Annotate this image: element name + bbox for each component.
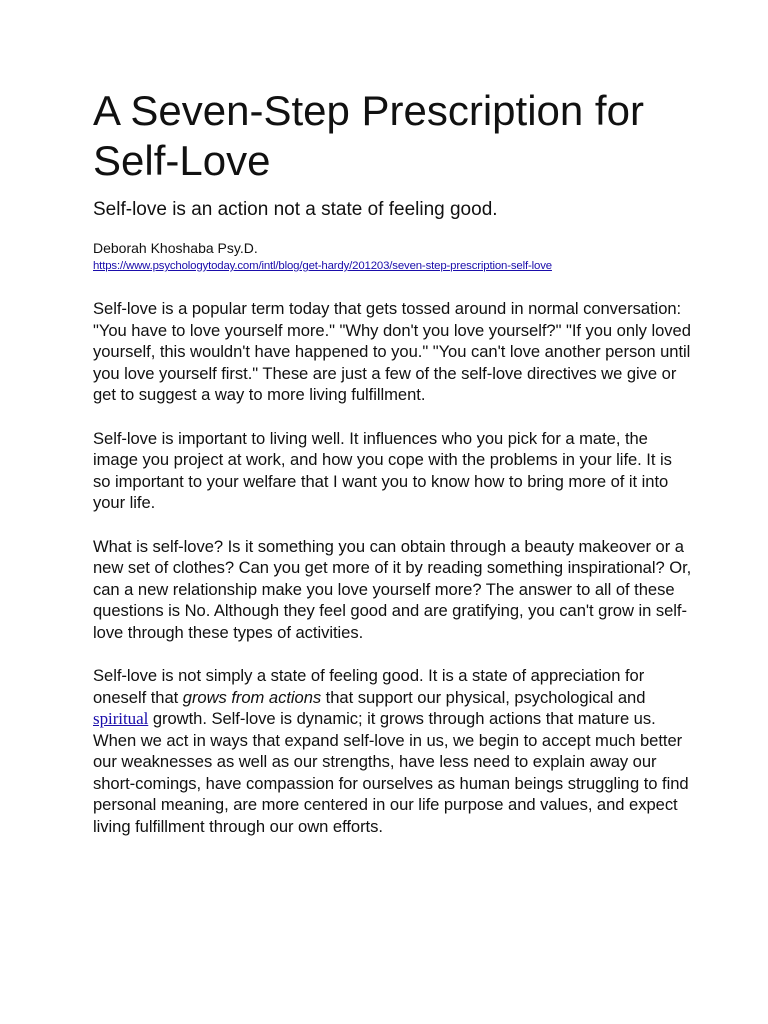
- paragraph-4-text-2: that support our physical, psychological and: [321, 687, 646, 707]
- paragraph-3: What is self-love? Is it something you can obtain through a beauty makeover or a new set of clothes? Can you get more of it by reading something inspirational? Or, can a new relationship make you love yourself more? The answer to all of these questions is No. Although they feel good and are gratifying, you can't grow in self-love through these types of activities.: [93, 536, 692, 642]
- document-page: [93, 86, 693, 859]
- paragraph-1: Self-love is a popular term today that gets tossed around in normal conversation: "You have to love yourself more." "Why don't you love yourself?" "If you only loved yourself, this wouldn't have happened to you." "You can't love another person until you love yourself first." These are just a few of the self-love directives we give or get to suggest a way to more living fulfillment.: [93, 299, 691, 404]
- paragraph-4: [93, 665, 693, 837]
- spiritual-link[interactable]: spiritual: [93, 709, 149, 728]
- article-body: [93, 298, 693, 837]
- page-title: A Seven-Step Prescription for Self-Love: [93, 87, 644, 184]
- source-url-link[interactable]: https://www.psychologytoday.com/intl/blog/get-hardy/201203/seven-step-prescription-self-love: [93, 260, 552, 272]
- paragraph-4-text-3: growth. Self-love is dynamic; it grows through actions that mature us. When we act in ways that expand self-love in us, we begin to accept much better our weaknesses as well as our strengths, have less need to explain away our short-comings, have compassion for ourselves as human beings struggling to find personal meaning, are more centered in our life purpose and values, and expect living fulfillment through our own efforts.: [93, 709, 689, 836]
- paragraph-2: Self-love is important to living well. It influences who you pick for a mate, the image you project at work, and how you cope with the problems in your life. It is so important to your welfare that I want you to know how to bring more of it into your life.: [93, 428, 672, 512]
- author-name: Deborah Khoshaba Psy.D.: [93, 240, 258, 256]
- paragraph-4-emphasis: grows from actions: [182, 687, 322, 707]
- page-subtitle: Self-love is an action not a state of feeling good.: [93, 199, 498, 220]
- paragraph-4-text-1: Self-love is not simply a state of feeling good. It is a state of appreciation for oneself that: [93, 666, 645, 707]
